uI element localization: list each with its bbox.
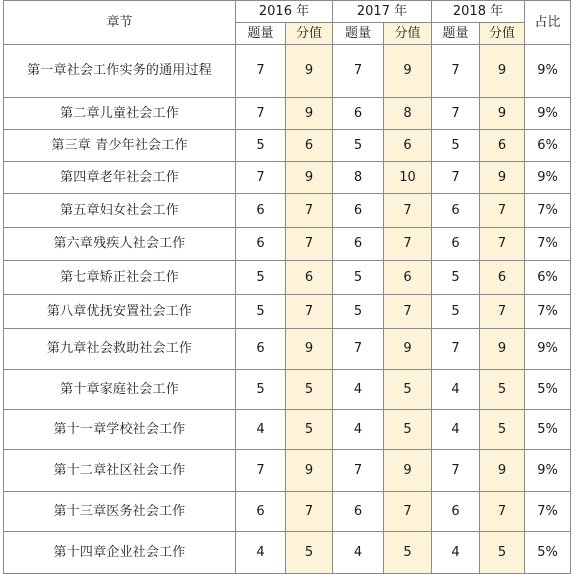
ratio-value: 7% <box>525 295 571 329</box>
table-row <box>4 45 571 98</box>
count-2017: 6 <box>333 194 384 228</box>
count-2017: 4 <box>333 370 384 410</box>
count-2016: 7 <box>236 45 286 98</box>
table-row <box>4 410 571 450</box>
count-2016: 7 <box>236 450 286 492</box>
table-row <box>4 295 571 329</box>
score-2017: 5 <box>384 410 432 450</box>
ratio-value: 5% <box>525 370 571 410</box>
count-2016: 6 <box>236 194 286 228</box>
count-2016: 6 <box>236 329 286 370</box>
score-2016: 7 <box>286 228 333 261</box>
count-2017: 5 <box>333 295 384 329</box>
count-2018: 5 <box>432 295 480 329</box>
score-2018: 7 <box>480 492 525 532</box>
score-2016: 5 <box>286 410 333 450</box>
score-2017: 6 <box>384 261 432 295</box>
score-header-2018: 分值 <box>480 23 525 45</box>
count-2016: 5 <box>236 295 286 329</box>
score-2017: 7 <box>384 194 432 228</box>
score-2018: 5 <box>480 370 525 410</box>
score-2016: 7 <box>286 492 333 532</box>
score-2017: 7 <box>384 492 432 532</box>
count-2016: 5 <box>236 130 286 162</box>
score-2017: 9 <box>384 45 432 98</box>
score-2018: 6 <box>480 261 525 295</box>
count-2018: 6 <box>432 194 480 228</box>
year-header-2016: 2016 年 <box>236 1 333 23</box>
score-2017: 5 <box>384 370 432 410</box>
ratio-value: 7% <box>525 194 571 228</box>
count-2016: 4 <box>236 532 286 574</box>
count-2016: 5 <box>236 370 286 410</box>
count-2017: 5 <box>333 130 384 162</box>
chapter-name: 第十一章学校社会工作 <box>4 410 236 450</box>
score-2018: 5 <box>480 410 525 450</box>
count-2017: 6 <box>333 98 384 130</box>
ratio-value: 6% <box>525 261 571 295</box>
score-2017: 9 <box>384 329 432 370</box>
count-2016: 7 <box>236 98 286 130</box>
ratio-value: 7% <box>525 228 571 261</box>
count-2016: 6 <box>236 492 286 532</box>
chapter-name: 第一章社会工作实务的通用过程 <box>4 45 236 98</box>
count-2018: 7 <box>432 329 480 370</box>
score-2016: 7 <box>286 194 333 228</box>
score-2017: 8 <box>384 98 432 130</box>
ratio-value: 5% <box>525 410 571 450</box>
score-2017: 10 <box>384 162 432 194</box>
count-header-2018: 题量 <box>432 23 480 45</box>
score-2016: 9 <box>286 45 333 98</box>
year-header-2017: 2017 年 <box>333 1 432 23</box>
score-2018: 9 <box>480 450 525 492</box>
count-2017: 7 <box>333 450 384 492</box>
count-2017: 7 <box>333 329 384 370</box>
score-2016: 6 <box>286 261 333 295</box>
score-2018: 7 <box>480 194 525 228</box>
ratio-value: 6% <box>525 130 571 162</box>
table-body <box>4 45 571 574</box>
count-2017: 5 <box>333 261 384 295</box>
count-2017: 4 <box>333 532 384 574</box>
count-2018: 7 <box>432 98 480 130</box>
table-row <box>4 370 571 410</box>
score-2016: 9 <box>286 98 333 130</box>
table-row <box>4 492 571 532</box>
ratio-value: 9% <box>525 329 571 370</box>
score-2016: 5 <box>286 370 333 410</box>
chapter-name: 第二章儿童社会工作 <box>4 98 236 130</box>
count-2017: 4 <box>333 410 384 450</box>
chapter-name: 第十章家庭社会工作 <box>4 370 236 410</box>
score-2018: 6 <box>480 130 525 162</box>
chapter-name: 第七章矫正社会工作 <box>4 261 236 295</box>
count-2016: 6 <box>236 228 286 261</box>
score-2017: 7 <box>384 228 432 261</box>
ratio-value: 9% <box>525 450 571 492</box>
table-row <box>4 162 571 194</box>
chapter-name: 第五章妇女社会工作 <box>4 194 236 228</box>
table-row <box>4 532 571 574</box>
count-2017: 7 <box>333 45 384 98</box>
count-2016: 7 <box>236 162 286 194</box>
table-row <box>4 194 571 228</box>
score-2016: 9 <box>286 329 333 370</box>
count-2017: 6 <box>333 492 384 532</box>
count-2016: 4 <box>236 410 286 450</box>
score-header-2016: 分值 <box>286 23 333 45</box>
chapter-name: 第三章 青少年社会工作 <box>4 130 236 162</box>
ratio-value: 9% <box>525 45 571 98</box>
count-2018: 7 <box>432 162 480 194</box>
chapter-name: 第十二章社区社会工作 <box>4 450 236 492</box>
score-2016: 7 <box>286 295 333 329</box>
chapter-name: 第十三章医务社会工作 <box>4 492 236 532</box>
year-header-2018: 2018 年 <box>432 1 525 23</box>
score-2018: 5 <box>480 532 525 574</box>
chapter-name: 第八章优抚安置社会工作 <box>4 295 236 329</box>
chapter-name: 第十四章企业社会工作 <box>4 532 236 574</box>
chapter-name: 第九章社会救助社会工作 <box>4 329 236 370</box>
score-2016: 9 <box>286 162 333 194</box>
ratio-value: 5% <box>525 532 571 574</box>
ratio-value: 9% <box>525 98 571 130</box>
ratio-value: 7% <box>525 492 571 532</box>
ratio-header: 占比 <box>525 1 571 45</box>
score-2018: 9 <box>480 45 525 98</box>
score-2018: 7 <box>480 295 525 329</box>
score-2016: 6 <box>286 130 333 162</box>
count-2017: 6 <box>333 228 384 261</box>
score-2018: 9 <box>480 329 525 370</box>
count-2018: 6 <box>432 228 480 261</box>
count-2018: 7 <box>432 45 480 98</box>
score-2018: 9 <box>480 162 525 194</box>
count-2018: 4 <box>432 410 480 450</box>
ratio-value: 9% <box>525 162 571 194</box>
score-2017: 9 <box>384 450 432 492</box>
count-2018: 4 <box>432 370 480 410</box>
table-row <box>4 450 571 492</box>
table-row <box>4 329 571 370</box>
count-2017: 8 <box>333 162 384 194</box>
score-header-2017: 分值 <box>384 23 432 45</box>
table-row <box>4 228 571 261</box>
score-2017: 6 <box>384 130 432 162</box>
table-row <box>4 98 571 130</box>
chapter-header: 章节 <box>4 1 236 45</box>
table-row <box>4 130 571 162</box>
count-header-2017: 题量 <box>333 23 384 45</box>
count-2018: 7 <box>432 450 480 492</box>
score-2016: 5 <box>286 532 333 574</box>
chapter-name: 第四章老年社会工作 <box>4 162 236 194</box>
header-row-years <box>4 1 571 23</box>
count-2016: 5 <box>236 261 286 295</box>
count-2018: 4 <box>432 532 480 574</box>
count-header-2016: 题量 <box>236 23 286 45</box>
score-2017: 7 <box>384 295 432 329</box>
count-2018: 6 <box>432 492 480 532</box>
score-2018: 7 <box>480 228 525 261</box>
score-2017: 5 <box>384 532 432 574</box>
chapter-name: 第六章残疾人社会工作 <box>4 228 236 261</box>
count-2018: 5 <box>432 261 480 295</box>
score-table <box>3 0 571 574</box>
score-2018: 9 <box>480 98 525 130</box>
count-2018: 5 <box>432 130 480 162</box>
table-row <box>4 261 571 295</box>
score-2016: 9 <box>286 450 333 492</box>
